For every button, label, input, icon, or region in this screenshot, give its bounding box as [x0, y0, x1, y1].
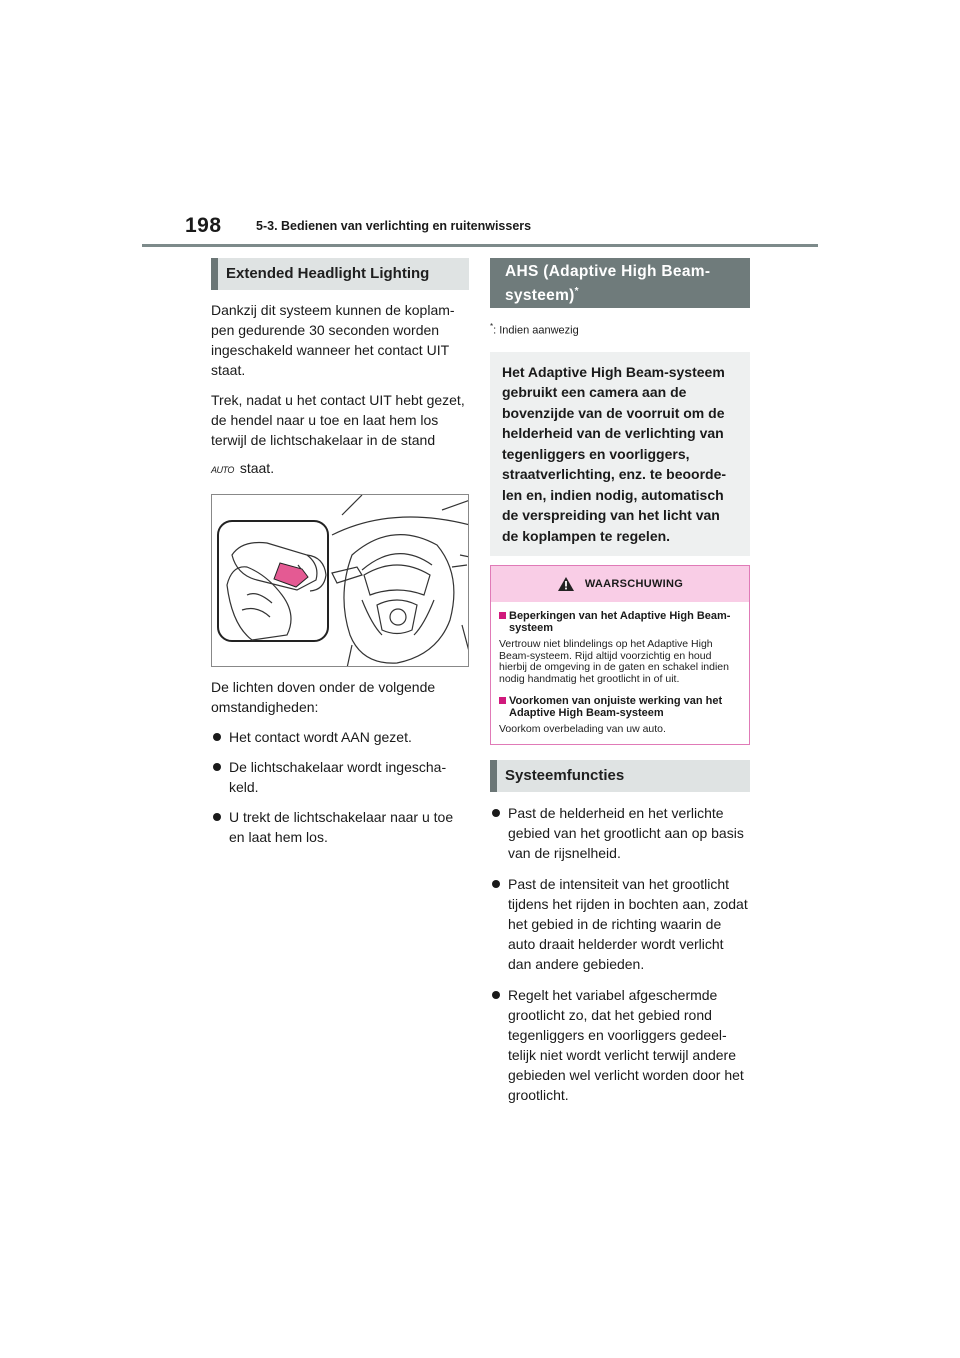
list-item: Past de helderheid en het verlichte gebied van het grootlicht aan op basis van de rijsnelheid. — [490, 803, 750, 863]
bullet-icon — [492, 880, 500, 888]
warning-header — [491, 566, 749, 602]
section-title: 5-3. Bedienen van verlichting en ruitenwissers — [256, 219, 532, 233]
steering-lever-drawing — [212, 495, 469, 667]
square-bullet-icon — [499, 697, 506, 704]
bullet-icon — [213, 813, 221, 821]
auto-symbol-icon: AUTO — [211, 465, 234, 475]
system-functions-list — [490, 803, 750, 1105]
header-rule — [142, 244, 818, 247]
steering-lever-illustration — [211, 494, 469, 667]
heading-system-functions: Systeemfuncties — [490, 760, 750, 792]
list-item: Het contact wordt AAN gezet. — [211, 727, 469, 747]
warning-label: WAARSCHUWING — [584, 578, 684, 591]
left-column — [211, 258, 469, 847]
list-item: U trekt de lichtschakelaar naar u toe en laat hem los. — [211, 807, 469, 847]
heading-footnote-mark: * — [574, 286, 579, 297]
square-bullet-icon — [499, 612, 506, 619]
paragraph-instruction — [211, 390, 469, 450]
warning-item-text: Vertrouw niet blindelings op het Adaptive High Beam-systeem. Rijd altijd voorzichtig en houd hierbij de omgeving in de gaten en schakel indien nodig handmatig het grootlicht in of uit. — [499, 638, 729, 685]
heading-extended-headlight: Extended Headlight Lighting — [211, 258, 469, 290]
paragraph-intro: Dankzij dit systeem kunnen de koplam-pen gedurende 30 seconden worden ingeschakeld wanneer het contact UIT staat. — [211, 302, 455, 378]
ahs-summary: Het Adaptive High Beam-systeem gebruikt een camera aan de bovenzijde van de voorruit om de helderheid van de verlichting van tegenliggers en voorliggers, straatverlichting, enz. te beoorde-len en, indien nodig, automatisch de verspreiding van het licht van de koplampen te regelen. — [490, 352, 750, 557]
warning-item-title: Voorkomen van onjuiste werking van het Adaptive High Beam-systeem — [499, 695, 741, 719]
right-column — [490, 258, 750, 1105]
paragraph-instruction-end — [211, 458, 469, 480]
paragraph-conditions: De lichten doven onder de volgende omstandigheden: — [211, 679, 436, 715]
instruction-end-text: staat. — [239, 460, 275, 476]
footnote: *: Indien aanwezig — [490, 322, 579, 337]
list-item: Past de intensiteit van het grootlicht tijdens het rijden in bochten aan, zodat het gebied in de richting waarin de auto draait helderder wordt verlicht dan andere gebieden. — [490, 874, 750, 974]
list-item: De lichtschakelaar wordt ingescha-keld. — [211, 757, 469, 797]
bullet-icon — [492, 991, 500, 999]
bullet-icon — [492, 809, 500, 817]
warning-box — [490, 565, 750, 745]
instruction-text: Trek, nadat u het contact UIT hebt gezet, de hendel naar u toe en laat hem los terwijl de lichtschakelaar in de stand — [211, 392, 465, 448]
bullet-icon — [213, 733, 221, 741]
warning-body — [491, 602, 749, 744]
conditions-list — [211, 727, 469, 847]
heading-ahs: AHS (Adaptive High Beam-systeem)* — [490, 258, 750, 308]
warning-triangle-icon — [557, 576, 575, 592]
warning-item-text: Voorkom overbelading van uw auto. — [499, 723, 666, 736]
bullet-icon — [213, 763, 221, 771]
page-number: 198 — [185, 214, 222, 237]
warning-item-title: Beperkingen van het Adaptive High Beam-systeem — [499, 610, 741, 634]
list-item: Regelt het variabel afgeschermde grootlicht zo, dat het gebied rond tegenliggers en voorliggers gedeel-telijk niet wordt verlicht terwijl andere gebieden wel verlicht worden door het grootlicht. — [490, 985, 750, 1105]
